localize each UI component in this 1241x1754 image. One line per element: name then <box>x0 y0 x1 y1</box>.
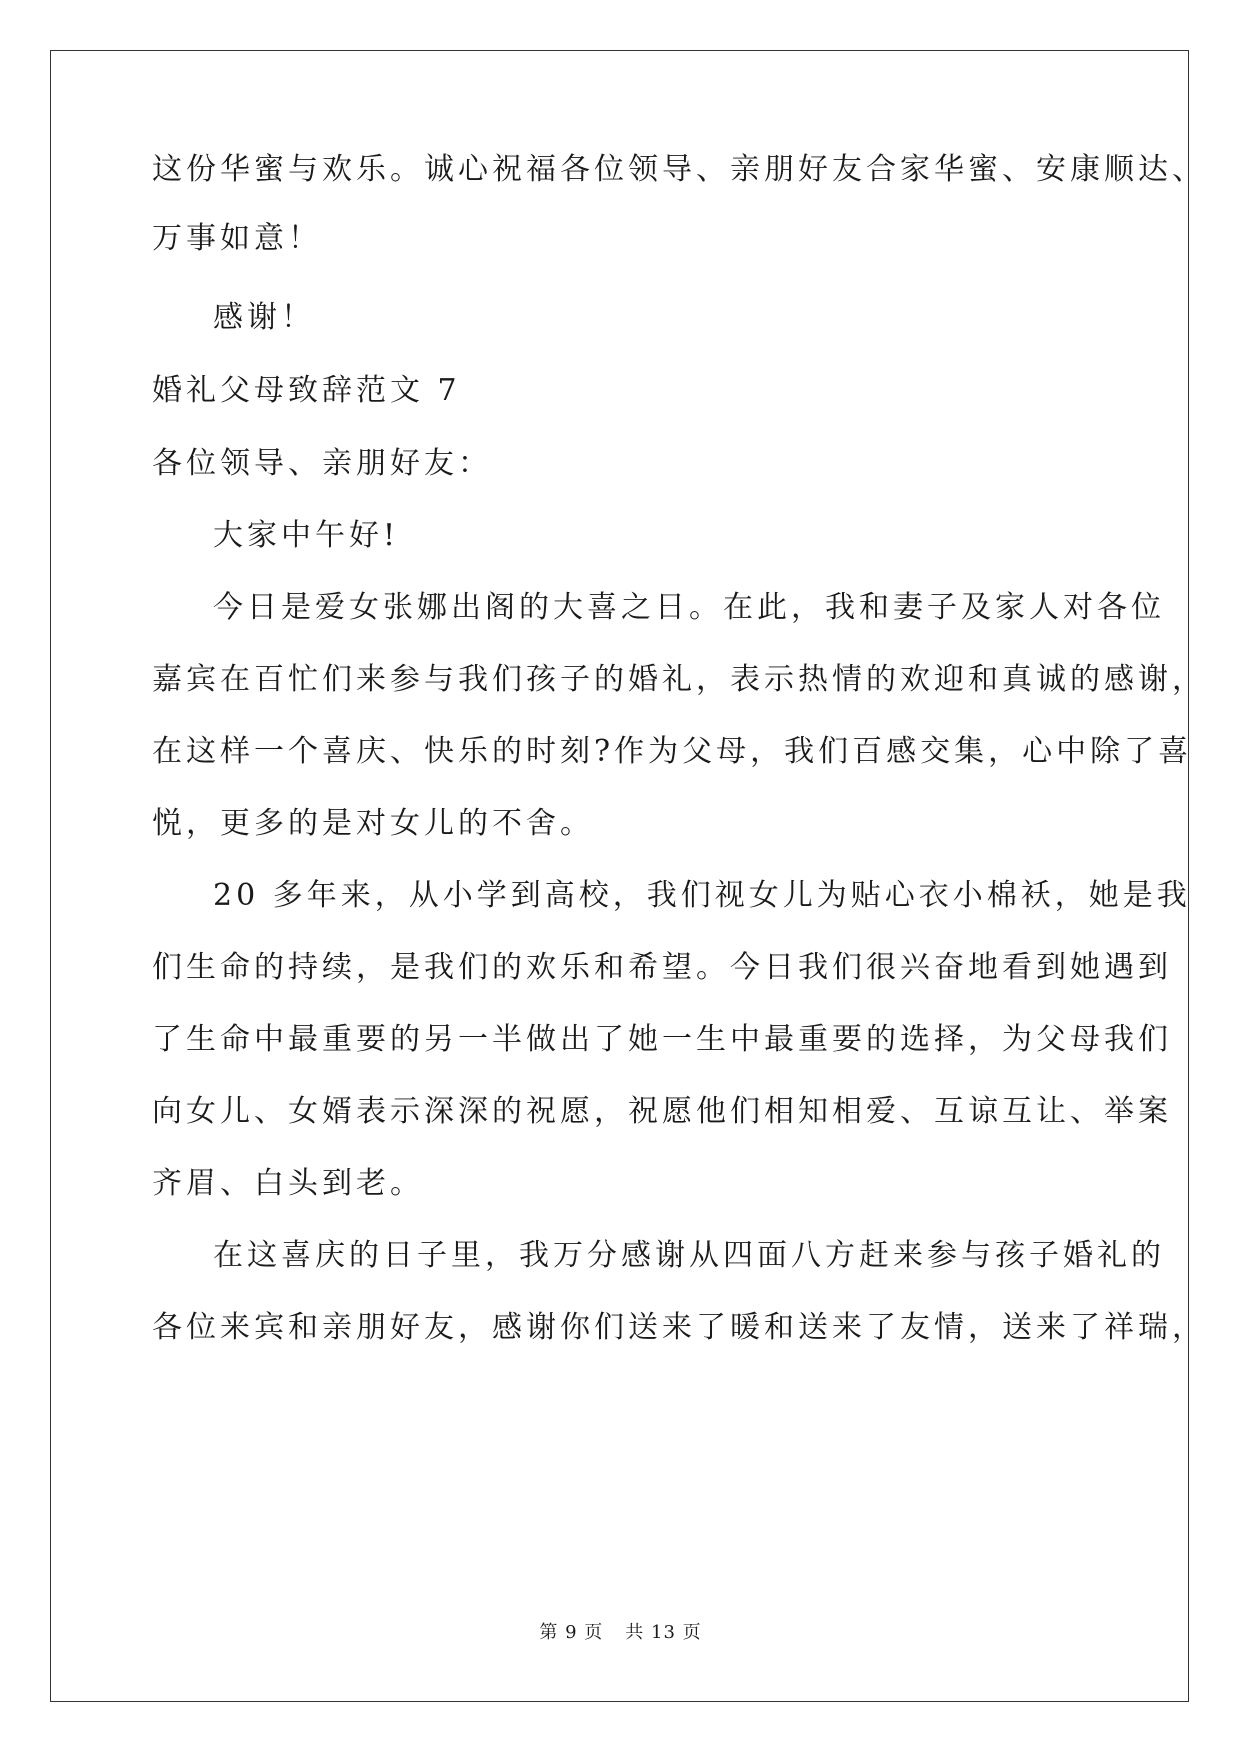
text-line: 今日是爱女张娜出阁的大喜之日。在此，我和妻子及家人对各位 <box>213 590 1165 625</box>
page-border <box>50 50 1189 1702</box>
text-line: 向女儿、女婿表示深深的祝愿，祝愿他们相知相爱、互谅互让、举案 <box>152 1094 1172 1129</box>
text-line: 们生命的持续，是我们的欢乐和希望。今日我们很兴奋地看到她遇到 <box>152 950 1172 985</box>
salutation: 各位领导、亲朋好友： <box>152 446 492 481</box>
page-number: 第 9 页 <box>539 1622 604 1643</box>
text-line: 在这样一个喜庆、快乐的时刻?作为父母，我们百感交集，心中除了喜 <box>152 734 1193 769</box>
text-line: 在这喜庆的日子里，我万分感谢从四面八方赶来参与孩子婚礼的 <box>213 1238 1165 1273</box>
text-line: 悦，更多的是对女儿的不舍。 <box>152 806 594 841</box>
page-footer <box>0 1618 1241 1644</box>
text-line: 20 多年来，从小学到高校，我们视女儿为贴心衣小棉袄，她是我 <box>213 878 1191 913</box>
text-line: 各位来宾和亲朋好友，感谢你们送来了暖和送来了友情，送来了祥瑞， <box>152 1310 1206 1345</box>
text-line: 感谢！ <box>213 300 315 335</box>
text-line: 嘉宾在百忙们来参与我们孩子的婚礼，表示热情的欢迎和真诚的感谢， <box>152 662 1206 697</box>
greeting: 大家中午好! <box>213 518 400 553</box>
text-line: 万事如意！ <box>152 221 322 256</box>
section-heading: 婚礼父母致辞范文 7 <box>152 373 461 408</box>
text-line: 这份华蜜与欢乐。诚心祝福各位领导、亲朋好友合家华蜜、安康顺达、 <box>152 152 1206 187</box>
text-line: 了生命中最重要的另一半做出了她一生中最重要的选择，为父母我们 <box>152 1022 1172 1057</box>
text-line: 齐眉、白头到老。 <box>152 1166 424 1201</box>
page-total: 共 13 页 <box>625 1622 702 1643</box>
